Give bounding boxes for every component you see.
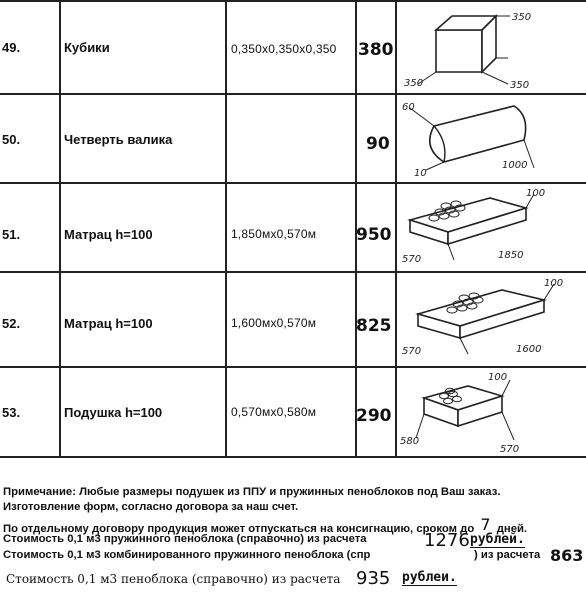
- note-text: Стоимость 0,1 м3 пеноблока (справочно) из расчета: [6, 572, 341, 586]
- note-line: [3, 533, 367, 545]
- product-name: Кубики: [64, 40, 110, 55]
- product-name: Подушка h=100: [64, 405, 163, 420]
- spring-block-price: 1276: [424, 530, 470, 551]
- dimension-label: 100: [526, 188, 546, 199]
- dimension-label: 100: [488, 372, 508, 383]
- mattress-drawing: [398, 274, 584, 364]
- dimension-label: 570: [402, 346, 422, 357]
- dimension-label: 570: [500, 444, 520, 455]
- row-number: 53.: [2, 405, 21, 420]
- row-number: 49.: [2, 40, 21, 55]
- dimension-label: 350: [510, 80, 530, 91]
- note-text: Стоимость 0,1 м3 пружинного пеноблока (справочно) из расчета: [3, 533, 367, 545]
- note-line: Изготовление форм, согласно договора за наш счет.: [3, 501, 299, 513]
- note-text: По отдельному договору продукция может отпускаться на консигнацию, сроком до: [3, 523, 475, 535]
- row-number: 51.: [2, 227, 21, 242]
- note-text: ) из расчета: [474, 549, 541, 561]
- row-number: 52.: [2, 316, 21, 331]
- row-divider: [0, 271, 586, 273]
- note-line: Примечание: Любые размеры подушек из ППУ и пружинных пеноблоков под Ваш заказ.: [3, 486, 501, 498]
- product-price: 380: [358, 40, 394, 60]
- dimension-label: 1600: [516, 344, 542, 355]
- dimension-label: 580: [400, 436, 420, 447]
- dimension-label: 1000: [502, 160, 528, 171]
- note-line: [6, 572, 340, 586]
- dimension-label: 10: [414, 168, 427, 179]
- column-divider: [395, 0, 397, 458]
- product-size: 1,600мх0,570м: [231, 316, 317, 330]
- cube-drawing: [398, 4, 584, 92]
- pillow-drawing: [398, 368, 584, 456]
- product-size: 0,570мх0,580м: [231, 405, 317, 419]
- product-price: 825: [356, 316, 392, 336]
- product-price: 950: [356, 225, 392, 245]
- product-size: 1,850мх0,570м: [231, 227, 317, 241]
- product-price: 90: [366, 134, 390, 154]
- currency-label: рублей.: [470, 532, 525, 547]
- dimension-label: 350: [404, 78, 424, 89]
- consignment-days: 7: [480, 515, 491, 534]
- combined-block-price: 863: [550, 546, 584, 565]
- column-divider: [225, 0, 227, 458]
- dimension-label: 60: [402, 102, 415, 113]
- foam-block-price: 935: [356, 568, 391, 589]
- note-text: Стоимость 0,1 м3 комбинированного пружинного пеноблока (спр: [3, 549, 371, 561]
- row-divider: [0, 182, 586, 184]
- dimension-label: 100: [544, 278, 564, 289]
- row-number: 50.: [2, 132, 21, 147]
- mattress-drawing: [398, 186, 584, 270]
- quarter-roll-drawing: [398, 96, 584, 180]
- note-text: дней.: [496, 523, 528, 535]
- product-size: 0,350х0,350х0,350: [231, 42, 337, 56]
- row-divider: [0, 93, 586, 95]
- currency-label: рублеи.: [402, 570, 457, 585]
- table-border: [0, 456, 586, 458]
- column-divider: [59, 0, 61, 458]
- dimension-label: 570: [402, 254, 422, 265]
- table-border: [0, 0, 586, 2]
- product-name: Матрац h=100: [64, 316, 153, 331]
- note-line: [3, 549, 370, 561]
- dimension-label: 350: [512, 12, 532, 23]
- dimension-label: 1850: [498, 250, 524, 261]
- product-name: Четверть валика: [64, 132, 173, 147]
- product-price: 290: [356, 406, 392, 426]
- product-name: Матрац h=100: [64, 227, 153, 242]
